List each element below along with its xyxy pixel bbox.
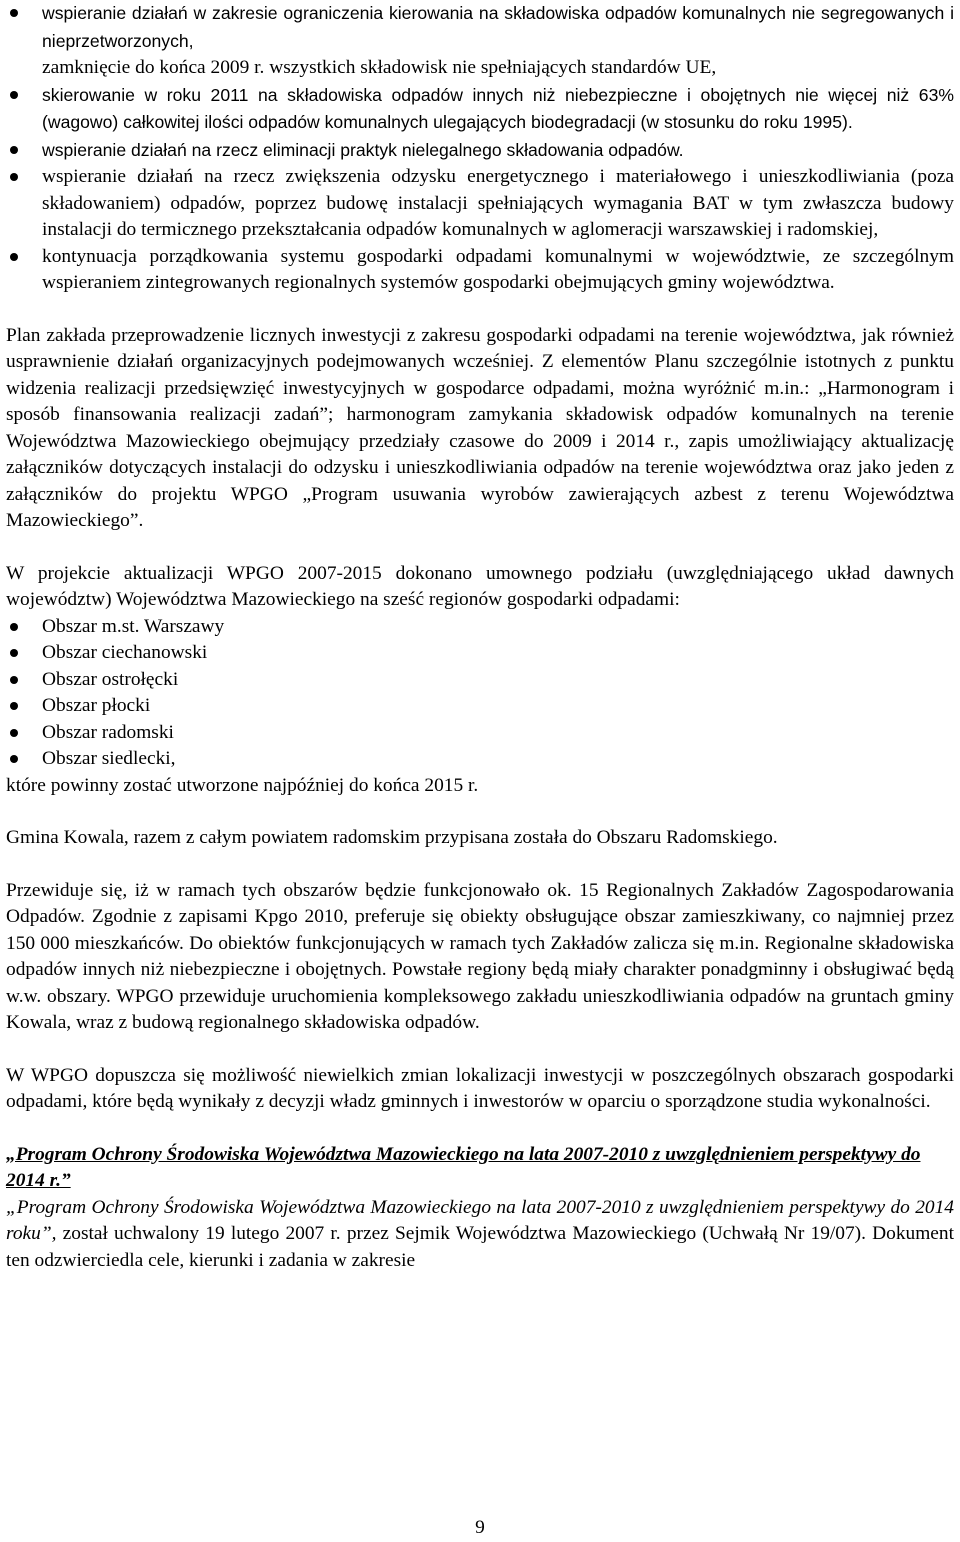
program-title: „Program Ochrony Środowiska Województwa Mazowieckiego na lata 2007-2010 z uwzględnieniem perspektywy do 2014 roku”, xyxy=(6,1196,954,1244)
list-item: Obszar płocki xyxy=(6,693,954,720)
regions-intro-paragraph: W projekcie aktualizacji WPGO 2007-2015 dokonano umownego podziału (uwzględniającego układ dawnych województw) Województwa Mazowieckiego na sześć regionów gospodarki odpadami: xyxy=(6,562,954,610)
bullet-icon xyxy=(10,676,18,684)
plan-paragraph: Plan zakłada przeprowadzenie licznych inwestycji z zakresu gospodarki odpadami na terenie województwa, jak również usprawnienie działań organizacyjnych podejmowanych wcześniej. Z elementów Planu szczególnie istotnych z punktu widzenia realizacji przedsięwzięć inwestycyjnych w gospodarce odpadami, można wyróżnić m.in.: „Harmonogram i sposób finansowania realizacji zadań”; harmonogram zamykania składowisk odpadów komunalnych na terenie Województwa Mazowieckiego obejmujący przedziały czasowe do 2009 i 2014 r., zapis umożliwiający aktualizację załączników dotyczących instalacji do odzysku i unieszkodliwiania odpadów na terenie województwa oraz jako jeden z załączników do projektu WPGO „Program usuwania wyrobów zawierających azbest z terenu Województwa Mazowieckiego”. xyxy=(6,324,954,531)
final-paragraph-text: został uchwalony 19 lutego 2007 r. przez Sejmik Województwa Mazowieckiego (Uchwałą Nr 19/07). Dokument ten odzwierciedla cele, kierunki i zadania w zakresie xyxy=(6,1223,954,1271)
list-item: Obszar siedlecki, xyxy=(6,746,954,773)
page-content xyxy=(6,0,954,1274)
list-item: wspieranie działań na rzecz eliminacji praktyk nielegalnego składowania odpadów. xyxy=(6,137,954,165)
bullet-icon xyxy=(10,146,18,154)
list-item: wspieranie działań w zakresie ograniczenia kierowania na składowiska odpadów komunalnych nie segregowanych i nieprzetworzonych, xyxy=(6,0,954,55)
bullet-icon xyxy=(10,253,18,261)
list-item: Obszar ostrołęcki xyxy=(6,667,954,694)
zmiany-paragraph: W WPGO dopuszcza się możliwość niewielkich zmian lokalizacji inwestycji w poszczególnych obszarach gospodarki odpadami, które będą wynikały z decyzji władz gminnych i inwestorów w oparciu o sporządzone studia wykonalności. xyxy=(6,1064,954,1112)
bullet-icon xyxy=(10,755,18,763)
bullet-icon xyxy=(10,91,18,99)
zaklady-paragraph: Przewiduje się, iż w ramach tych obszarów będzie funkcjonowało ok. 15 Regionalnych Zakładów Zagospodarowania Odpadów. Zgodnie z zapisami Kpgo 2010, preferuje się obiekty obsługujące obszar zamieszkiwany, co najmniej przez 150 000 mieszkańców. Do obiektów funkcjonujących w ramach tych Zakładów zalicza się m.in. Regionalne składowiska odpadów innych niż niebezpieczne i obojętnych. Powstałe regiony będą miały charakter ponadgminny i obsługiwać będą w.w. obszary. WPGO przewiduje uruchomienia kompleksowego zakładu unieszkodliwiania odpadów na gruntach gminy Kowala, wraz z budową regionalnego składowiska odpadów. xyxy=(6,879,954,1033)
bullet-icon xyxy=(10,649,18,657)
list-item: Obszar m.st. Warszawy xyxy=(6,614,954,641)
bullet-icon xyxy=(10,702,18,710)
bullet-icon xyxy=(10,623,18,631)
gmina-paragraph: Gmina Kowala, razem z całym powiatem radomskim przypisana została do Obszaru Radomskiego. xyxy=(6,827,778,848)
bullet-icon xyxy=(10,173,18,181)
regions-list xyxy=(6,614,954,773)
list-item: kontynuacja porządkowania systemu gospodarki odpadami komunalnymi w województwie, ze szczególnym wspieraniem zintegrowanych regionalnych systemów gospodarki obejmujących gminy województwa. xyxy=(6,244,954,297)
bullet-icon xyxy=(10,729,18,737)
list-item: Obszar radomski xyxy=(6,720,954,747)
list-item: Obszar ciechanowski xyxy=(6,640,954,667)
goals-bullet-list xyxy=(6,0,954,297)
section-heading: „Program Ochrony Środowiska Województwa Mazowieckiego na lata 2007-2010 z uwzględnieniem perspektywy do 2014 r.” xyxy=(6,1143,921,1191)
list-item: zamknięcie do końca 2009 r. wszystkich składowisk nie spełniających standardów UE, xyxy=(42,57,717,78)
bullet-icon xyxy=(10,9,18,17)
list-item: wspieranie działań na rzecz zwiększenia odzysku energetycznego i materiałowego i unieszkodliwiania (poza składowaniem) odpadów, poprzez budowę instalacji spełniających wymagania BAT w tym zwłaszcza budowy instalacji do termicznego przekształcania odpadów komunalnych w aglomeracji warszawskiej i radomskiej, xyxy=(6,164,954,244)
page-number: 9 xyxy=(475,1517,485,1538)
list-item: skierowanie w roku 2011 na składowiska odpadów innych niż niebezpieczne i obojętnych nie więcej niż 63% (wagowo) całkowitej ilości odpadów komunalnych ulegających biodegradacji (w stosunku do roku 1995). xyxy=(6,82,954,137)
regions-outro-paragraph: które powinny zostać utworzone najpóźniej do końca 2015 r. xyxy=(6,774,479,796)
final-paragraph xyxy=(6,1195,954,1275)
